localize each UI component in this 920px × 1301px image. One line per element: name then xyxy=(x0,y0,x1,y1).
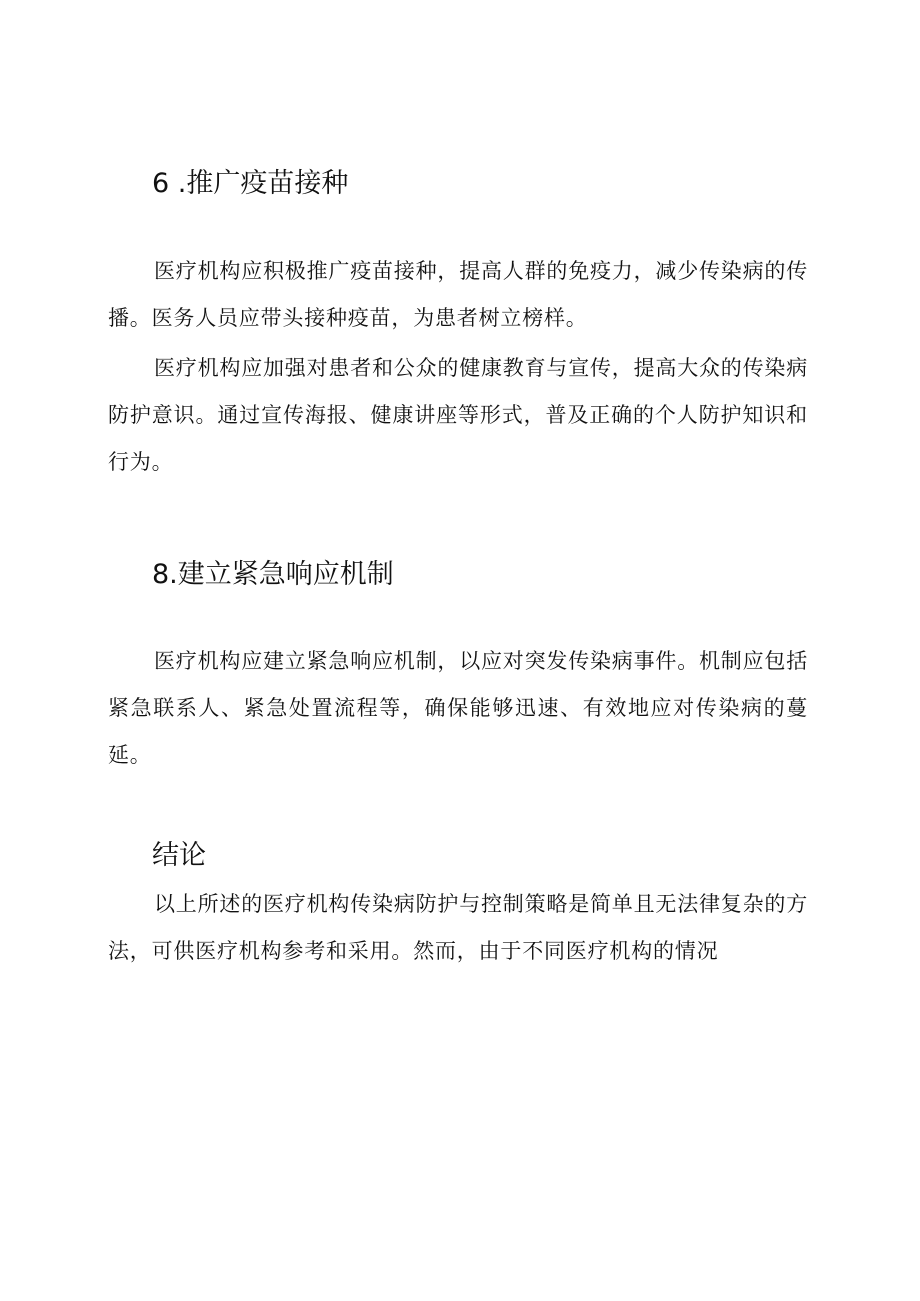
paragraph-health-education: 医疗机构应加强对患者和公众的健康教育与宣传，提高大众的传染病防护意识。通过宣传海报、健康讲座等形式，普及正确的个人防护知识和行为。 xyxy=(108,356,808,474)
section-heading-vaccination: 6 .推广疫苗接种 xyxy=(152,168,349,199)
section-heading-conclusion: 结论 xyxy=(152,840,206,871)
paragraph-vaccination: 医疗机构应积极推广疫苗接种，提高人群的免疫力，减少传染病的传播。医务人员应带头接种疫苗，为患者树立榜样。 xyxy=(108,259,808,330)
section-heading-emergency-response: 8.建立紧急响应机制 xyxy=(152,559,394,590)
paragraph-conclusion: 以上所述的医疗机构传染病防护与控制策略是简单且无法律复杂的方法，可供医疗机构参考和采用。然而，由于不同医疗机构的情况 xyxy=(108,892,808,963)
paragraph-emergency-response: 医疗机构应建立紧急响应机制，以应对突发传染病事件。机制应包括紧急联系人、紧急处置流程等，确保能够迅速、有效地应对传染病的蔓延。 xyxy=(108,649,808,767)
